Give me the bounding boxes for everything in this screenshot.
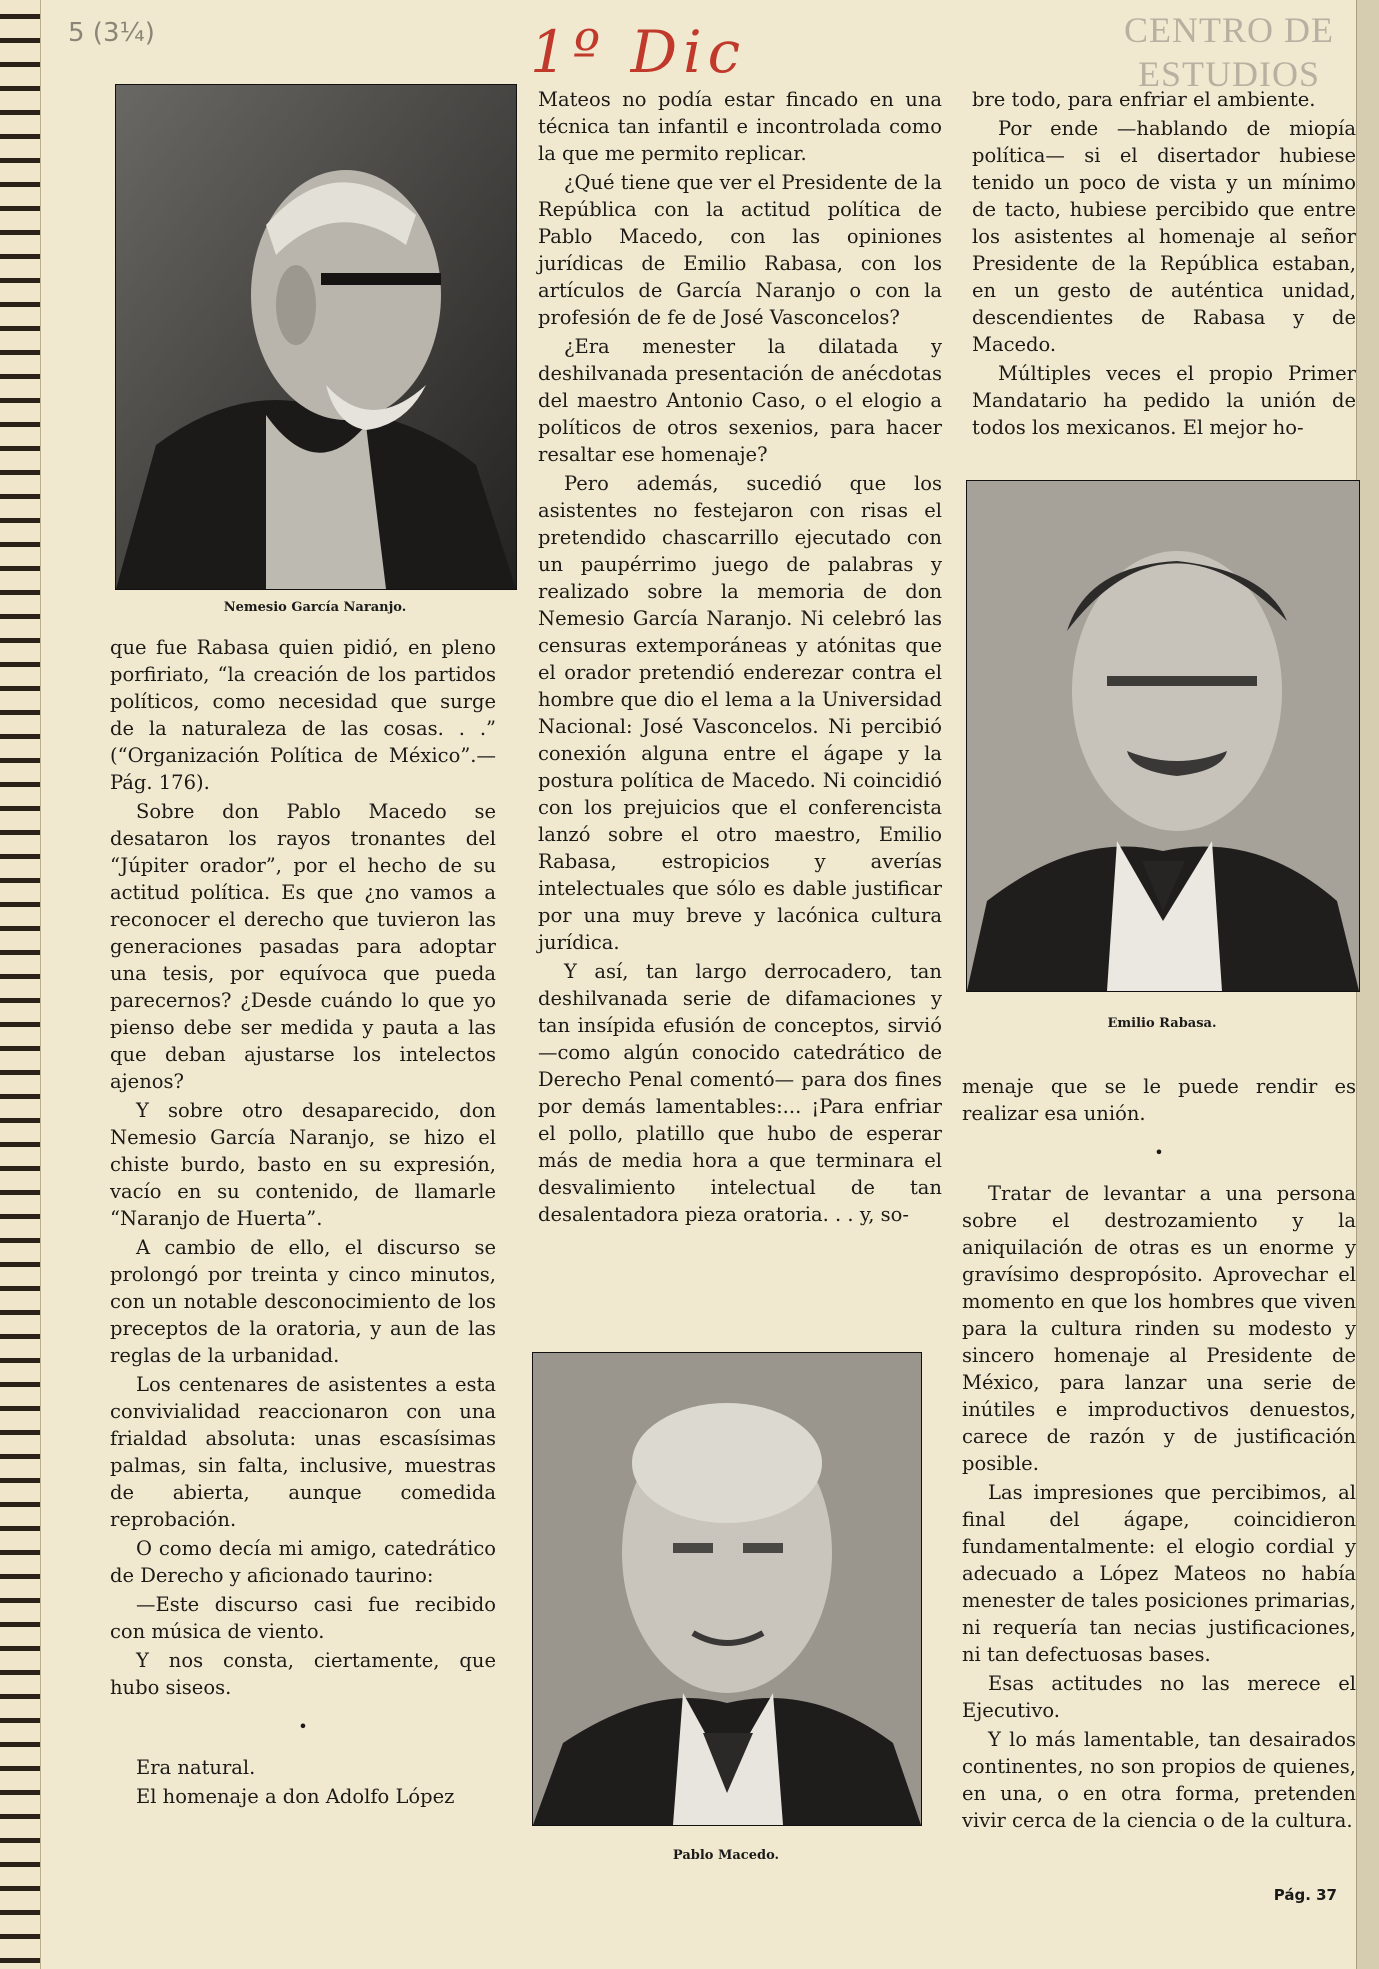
portrait-image [533,1353,921,1825]
paragraph: El homenaje a don Adolfo López [136,1785,455,1808]
paragraph: O como decía mi amigo, catedrático de Derecho y aficionado taurino: [110,1537,496,1587]
archive-stamp [1109,8,1349,96]
column-3-bottom [962,1073,1356,1836]
paragraph: Por ende —hablando de miopía política— si el disertador hubiese tenido un poco de vista y un mínimo de tacto, hubiese percibido que entre los asistentes al homenaje al señor Presidente de la República estaban, en un gesto de auténtica unidad, descendientes de Rabasa y de Macedo. [972,117,1356,356]
section-bullet: • [1154,1143,1164,1162]
photo-garcia-naranjo [115,84,517,590]
red-handwritten-note: 1º Dic [530,18,747,86]
paragraph: Y sobre otro desaparecido, don Nemesio García Naranjo, se hizo el chiste burdo, basto en su expresión, vacío en su contenido, de llamarle “Naranjo de Huerta”. [110,1099,496,1230]
caption-rabasa: Emilio Rabasa. [1107,1016,1217,1031]
paragraph: bre todo, para enfriar el ambiente. [972,88,1316,111]
paragraph: —Este discurso casi fue recibido con música de viento. [110,1593,496,1643]
stamp-line-1: CENTRO DE [1124,10,1334,50]
pencil-note: 5 (3¼) [68,18,155,48]
column-1 [110,634,496,1812]
paragraph: Esas actitudes no las merece el Ejecutivo. [962,1672,1356,1722]
stamp-line-2: ESTUDIOS [1137,54,1320,94]
column-2 [538,86,942,1230]
page-number: Pág. 37 [1273,1886,1337,1904]
paragraph: Múltiples veces el propio Primer Mandatario ha pedido la unión de todos los mexicanos. El mejor ho- [972,362,1356,439]
caption-garcia-naranjo: Nemesio García Naranjo. [223,600,407,615]
portrait-image [967,481,1359,991]
paragraph: Era natural. [136,1756,256,1779]
paragraph: Mateos no podía estar fincado en una técnica tan infantil e incontrolada como la que me permito replicar. [538,88,942,165]
paragraph: Y así, tan largo derrocadero, tan deshilvanada serie de difamaciones y tan insípida efusión de conceptos, sirvió —como algún conocido catedrático de Derecho Penal comentó— para dos fines por demás lamentables:... ¡Para enfriar el pollo, platillo que hubo de esperar más de media hora a que terminara el desvalimiento intelectual de tan desalentadora pieza oratoria. . . y, so- [538,960,942,1226]
paragraph: menaje que se le puede rendir es realizar esa unión. [962,1075,1356,1125]
paragraph: ¿Qué tiene que ver el Presidente de la República con la actitud política de Pablo Macedo, con las opiniones jurídicas de Emilio Rabasa, con los artículos de García Naranjo o con la profesión de fe de José Vasconcelos? [538,171,942,329]
paragraph: Sobre don Pablo Macedo se desataron los rayos tronantes del “Júpiter orador”, por el hecho de su actitud política. Es que ¿no vamos a reconocer el derecho que tuvieron las generaciones pasadas para adoptar una tesis, por equívoca que pueda parecernos? ¿Desde cuándo lo que yo pienso debe ser medida y pauta a las que deban ajustarse los intelectos ajenos? [110,800,496,1093]
binding-strip [0,0,41,1969]
section-bullet: • [298,1717,308,1736]
paragraph: Y nos consta, ciertamente, que hubo siseos. [110,1649,496,1699]
paragraph: A cambio de ello, el discurso se prolongó por treinta y cinco minutos, con un notable desconocimiento de los preceptos de la oratoria, y aun de las reglas de la urbanidad. [110,1236,496,1367]
portrait-image [116,85,516,589]
paragraph: Y lo más lamentable, tan desairados continentes, no son propios de quienes, en una, o en otra forma, pretenden vivir cerca de la ciencia o de la cultura. [962,1728,1356,1832]
paragraph: Los centenares de asistentes a esta convivialidad reaccionaron con una frialdad absoluta: unas escasísimas palmas, sin falta, inclusive, muestras de abierta, aunque comedida reprobación. [110,1373,496,1531]
paragraph: Tratar de levantar a una persona sobre el destrozamiento y la aniquilación de otras es un enorme y gravísimo despropósito. Aprovechar el momento en que los hombres que viven para la cultura rinden su modesto y sincero homenaje al Presidente de México, para lanzar una serie de inútiles e improductivos denuestos, carece de razón y de justificación posible. [962,1182,1356,1475]
paragraph: ¿Era menester la dilatada y deshilvanada presentación de anécdotas del maestro Antonio Caso, o el elogio a políticos de otros sexenios, para hacer resaltar ese homenaje? [538,335,942,466]
caption-macedo: Pablo Macedo. [672,1848,780,1863]
photo-macedo [532,1352,922,1826]
photo-rabasa [966,480,1360,992]
paragraph: Pero además, sucedió que los asistentes no festejaron con risas el pretendido chascarrillo ejecutado con un paupérrimo juego de palabras y realizado sobre la memoria de don Nemesio García Naranjo. Ni celebró las censuras extemporáneas y atónitas que el orador pretendió enderezar contra el hombre que dio el lema a la Universidad Nacional: José Vasconcelos. Ni percibió conexión alguna entre el ágape y la postura política de Macedo. Ni coincidió con los prejuicios que el conferencista lanzó sobre el otro maestro, Emilio Rabasa, estropicios y averías intelectuales que sólo es dable justificar por una muy breve y lacónica cultura jurídica. [538,472,942,954]
paragraph: que fue Rabasa quien pidió, en pleno porfiriato, “la creación de los partidos políticos, como necesidad que surge de la naturaleza de las cosas. . .” (“Organización Política de México”.—Pág. 176). [110,636,496,794]
column-3-top [972,86,1356,443]
paragraph: Las impresiones que percibimos, al final del ágape, coincidieron fundamentalmente: el elogio cordial y adecuado a López Mateos no había menester de tales posiciones primarias, ni requería tan necias justificaciones, ni tan defectuosas bases. [962,1481,1356,1666]
